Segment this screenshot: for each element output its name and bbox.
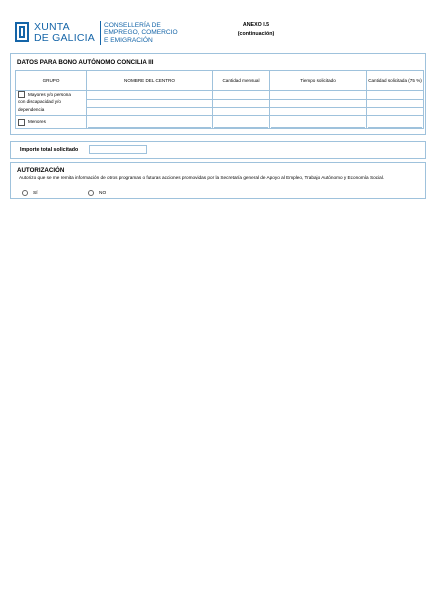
bono-section: [10, 53, 426, 135]
group-cell-menores: [16, 116, 87, 129]
autorizacion-title: AUTORIZACIÓN: [17, 167, 65, 174]
input-nombre-centro-mayores[interactable]: [87, 91, 213, 116]
group-label-mayores-line1: Mayores y/o persona: [28, 92, 71, 97]
annex-heading: [214, 21, 298, 39]
page-header: [14, 20, 434, 48]
input-cantidad-solicitada-mayores[interactable]: [367, 91, 424, 116]
logo-divider: [100, 21, 101, 45]
importe-section: [10, 141, 426, 159]
department-name: CONSELLERÍA DE EMPREGO, COMERCIO E EMIGRACIÓN: [104, 22, 178, 44]
column-header-cantidad-mensual: Cantidad mensual: [213, 71, 270, 91]
autorizacion-section: [10, 162, 426, 199]
column-header-grupo: GRUPO: [16, 71, 87, 91]
importe-total-input[interactable]: [89, 145, 147, 154]
radio-si-label: SÍ: [33, 190, 38, 196]
table-row: [16, 91, 424, 116]
autorizacion-text: Autorizo que se me remita información de otros programas o futuras acciones promovidas por la Secretaría general de Apoyo al Empleo, Trabajo Autónomo y Economía Social.: [19, 175, 385, 180]
group-label-menores: Menores: [28, 119, 46, 125]
xunta-logo: [14, 20, 194, 46]
group-label-mayores-line2: con discapacidad y/o: [18, 99, 61, 105]
xunta-shield-icon: [14, 21, 30, 43]
group-cell-mayores: [16, 91, 87, 116]
radio-si-icon[interactable]: [22, 190, 28, 196]
input-cantidad-solicitada-menores[interactable]: [367, 116, 424, 129]
group-label-mayores-line3: dependencia: [18, 106, 45, 112]
annex-continuation: (continuación): [237, 31, 275, 37]
radio-no-label: NO: [99, 190, 107, 196]
checkbox-mayores[interactable]: [18, 91, 25, 98]
radio-option-si[interactable]: [22, 190, 38, 196]
radio-option-no[interactable]: [88, 190, 106, 196]
radio-no-icon[interactable]: [88, 190, 94, 196]
table-header-row: [16, 71, 424, 91]
column-header-tiempo-solicitado: Tiempo solicitado: [270, 71, 367, 91]
bono-table: [15, 70, 424, 129]
importe-label: Importe total solicitado: [20, 147, 79, 153]
input-tiempo-solicitado-mayores[interactable]: [270, 91, 367, 116]
column-header-cantidad-solicitada: Cantidad solicitada (75 %): [367, 71, 424, 91]
annex-number: ANEXO I.5: [242, 22, 270, 28]
column-header-nombre-centro: NOMBRE DEL CENTRO: [87, 71, 213, 91]
input-cantidad-mensual-mayores[interactable]: [213, 91, 270, 116]
checkbox-menores[interactable]: [18, 119, 25, 126]
input-cantidad-mensual-menores[interactable]: [213, 116, 270, 129]
table-row: [16, 116, 424, 129]
input-tiempo-solicitado-menores[interactable]: [270, 116, 367, 129]
input-nombre-centro-menores[interactable]: [87, 116, 213, 129]
bono-section-title: DATOS PARA BONO AUTÓNOMO CONCILIA III: [17, 59, 154, 66]
logo-wordmark: XUNTA DE GALICIA: [34, 21, 95, 44]
